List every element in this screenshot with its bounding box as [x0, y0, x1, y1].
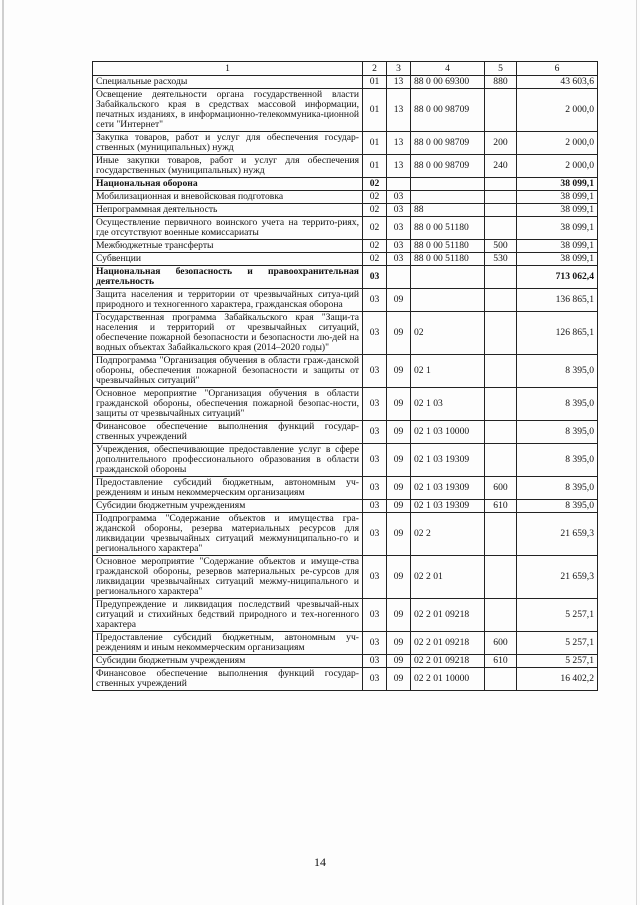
cell-target-article: 02 1 03 19309	[411, 477, 485, 500]
table-row	[93, 388, 598, 421]
cell-amount: 5 257,1	[517, 632, 598, 655]
cell-target-article: 88 0 00 51180	[411, 217, 485, 240]
cell-target-article: 88 0 00 51180	[411, 240, 485, 253]
cell-expense-type: 610	[485, 655, 517, 668]
cell-name: Учреждения, обеспечивающие предоставление услуг в сфере дополнительного профессионального образования в области гражданской обороны	[93, 444, 363, 477]
cell-target-article: 02 2 01 10000	[411, 668, 485, 691]
table-row	[93, 89, 598, 132]
cell-section: 01	[363, 132, 387, 155]
cell-section: 03	[363, 388, 387, 421]
cell-target-article: 88 0 00 69300	[411, 76, 485, 89]
header-cell-target-article: 4	[411, 62, 485, 76]
table-row	[93, 444, 598, 477]
cell-target-article: 02 2 01 09218	[411, 632, 485, 655]
cell-expense-type: 610	[485, 500, 517, 513]
cell-subsection: 13	[387, 76, 411, 89]
cell-subsection	[387, 178, 411, 191]
cell-subsection: 09	[387, 444, 411, 477]
cell-amount: 2 000,0	[517, 155, 598, 178]
cell-section: 02	[363, 191, 387, 204]
cell-amount: 713 062,4	[517, 266, 598, 289]
cell-section: 01	[363, 76, 387, 89]
table-row	[93, 421, 598, 444]
cell-subsection: 09	[387, 312, 411, 355]
cell-name: Субвенции	[93, 253, 363, 266]
cell-section: 02	[363, 217, 387, 240]
table-row	[93, 477, 598, 500]
cell-expense-type	[485, 289, 517, 312]
cell-amount: 5 257,1	[517, 655, 598, 668]
cell-name: Основное мероприятие "Организация обучения в области гражданской обороны, обеспечения пожарной безопас-ности, защиты от чрезвычайных ситуаций"	[93, 388, 363, 421]
cell-amount: 16 402,2	[517, 668, 598, 691]
cell-name: Мобилизационная и вневойсковая подготовка	[93, 191, 363, 204]
cell-name: Субсидии бюджетным учреждениям	[93, 500, 363, 513]
cell-subsection: 09	[387, 477, 411, 500]
table-row	[93, 155, 598, 178]
cell-name: Специальные расходы	[93, 76, 363, 89]
cell-amount: 8 395,0	[517, 500, 598, 513]
cell-section: 01	[363, 155, 387, 178]
table-row	[93, 599, 598, 632]
cell-target-article	[411, 191, 485, 204]
cell-target-article: 02 1 03	[411, 388, 485, 421]
cell-target-article: 88	[411, 204, 485, 217]
cell-name: Закупка товаров, работ и услуг для обеспечения государ-ственных (муниципальных) нужд	[93, 132, 363, 155]
cell-section: 02	[363, 178, 387, 191]
header-cell-expense-type: 5	[485, 62, 517, 76]
page-number: 14	[314, 855, 326, 869]
cell-subsection: 03	[387, 253, 411, 266]
table-row	[93, 191, 598, 204]
cell-name: Подпрограмма "Содержание объектов и имущества гра-жданской обороны, резерва материальных ресурсов для ликвидации чрезвычайных ситуаций межмуниципально-го и регионального характера"	[93, 513, 363, 556]
cell-section: 03	[363, 668, 387, 691]
cell-expense-type: 600	[485, 477, 517, 500]
budget-table-body	[93, 62, 598, 691]
cell-amount: 21 659,3	[517, 556, 598, 599]
table-row	[93, 217, 598, 240]
cell-section: 01	[363, 89, 387, 132]
table-row	[93, 632, 598, 655]
cell-amount: 8 395,0	[517, 388, 598, 421]
cell-target-article: 02 2 01 09218	[411, 655, 485, 668]
cell-name: Субсидии бюджетным учреждениям	[93, 655, 363, 668]
cell-name: Финансовое обеспечение выполнения функций государ-ственных учреждений	[93, 421, 363, 444]
cell-expense-type: 530	[485, 253, 517, 266]
scan-edge-right	[636, 0, 637, 905]
cell-name: Основное мероприятие "Содержание объектов и имуще-ства гражданской обороны, резервов материальных ре-сурсов для ликвидации чрезвычайных ситуаций межму-ниципального и регионального характера"	[93, 556, 363, 599]
cell-section: 03	[363, 513, 387, 556]
cell-subsection: 09	[387, 421, 411, 444]
cell-target-article	[411, 289, 485, 312]
cell-amount: 38 099,1	[517, 217, 598, 240]
header-cell-section: 2	[363, 62, 387, 76]
cell-amount: 8 395,0	[517, 355, 598, 388]
table-row	[93, 668, 598, 691]
cell-subsection: 09	[387, 355, 411, 388]
cell-expense-type: 200	[485, 132, 517, 155]
cell-subsection: 09	[387, 500, 411, 513]
cell-expense-type: 600	[485, 632, 517, 655]
cell-target-article: 02 1 03 19309	[411, 444, 485, 477]
table-row	[93, 76, 598, 89]
cell-subsection: 09	[387, 513, 411, 556]
cell-amount: 38 099,1	[517, 240, 598, 253]
cell-expense-type	[485, 266, 517, 289]
cell-target-article: 02 1 03 19309	[411, 500, 485, 513]
cell-target-article: 02 1 03 10000	[411, 421, 485, 444]
cell-subsection	[387, 266, 411, 289]
cell-section: 02	[363, 204, 387, 217]
table-row	[93, 655, 598, 668]
cell-expense-type	[485, 204, 517, 217]
budget-table	[92, 61, 598, 691]
cell-name: Иные закупки товаров, работ и услуг для обеспечения государственных (муниципальных) нужд	[93, 155, 363, 178]
cell-expense-type	[485, 513, 517, 556]
cell-name: Осуществление первичного воинского учета на террито-риях, где отсутствуют военные комиссариаты	[93, 217, 363, 240]
cell-expense-type	[485, 312, 517, 355]
cell-section: 03	[363, 632, 387, 655]
cell-name: Освещение деятельности органа государственной власти Забайкальского края в средствах массовой информации, печатных изданиях, в информационно-телекоммуника-ционной сети "Интернет"	[93, 89, 363, 132]
cell-section: 02	[363, 240, 387, 253]
cell-subsection: 09	[387, 599, 411, 632]
cell-amount: 43 603,6	[517, 76, 598, 89]
cell-subsection: 09	[387, 289, 411, 312]
cell-section: 03	[363, 500, 387, 513]
table-row	[93, 266, 598, 289]
cell-amount: 8 395,0	[517, 477, 598, 500]
cell-expense-type	[485, 444, 517, 477]
cell-target-article: 02 1	[411, 355, 485, 388]
cell-expense-type: 880	[485, 76, 517, 89]
cell-expense-type	[485, 217, 517, 240]
cell-amount: 21 659,3	[517, 513, 598, 556]
cell-section: 03	[363, 599, 387, 632]
cell-amount: 2 000,0	[517, 132, 598, 155]
cell-section: 03	[363, 556, 387, 599]
cell-section: 03	[363, 477, 387, 500]
cell-section: 03	[363, 289, 387, 312]
cell-target-article: 02 2 01 09218	[411, 599, 485, 632]
cell-name: Национальная безопасность и правоохранительная деятельность	[93, 266, 363, 289]
table-row	[93, 312, 598, 355]
table-header-row	[93, 62, 598, 76]
cell-expense-type	[485, 421, 517, 444]
cell-amount: 38 099,1	[517, 178, 598, 191]
scan-edge-left	[2, 0, 4, 905]
cell-expense-type: 240	[485, 155, 517, 178]
cell-subsection: 03	[387, 217, 411, 240]
cell-section: 03	[363, 355, 387, 388]
cell-amount: 38 099,1	[517, 253, 598, 266]
table-row	[93, 178, 598, 191]
cell-target-article	[411, 266, 485, 289]
table-row	[93, 500, 598, 513]
cell-amount: 8 395,0	[517, 421, 598, 444]
cell-section: 03	[363, 655, 387, 668]
cell-subsection: 09	[387, 632, 411, 655]
cell-name: Подпрограмма "Организация обучения в области граж-данской обороны, обеспечения пожарной безопасности и защиты от чрезвычайных ситуаций"	[93, 355, 363, 388]
cell-subsection: 09	[387, 668, 411, 691]
cell-name: Межбюджетные трансферты	[93, 240, 363, 253]
cell-subsection: 09	[387, 388, 411, 421]
cell-section: 02	[363, 253, 387, 266]
cell-section: 03	[363, 444, 387, 477]
cell-target-article: 02 2	[411, 513, 485, 556]
cell-subsection: 03	[387, 191, 411, 204]
cell-expense-type	[485, 599, 517, 632]
cell-target-article: 02	[411, 312, 485, 355]
cell-target-article: 88 0 00 98709	[411, 155, 485, 178]
table-row	[93, 253, 598, 266]
cell-expense-type	[485, 388, 517, 421]
header-cell-name: 1	[93, 62, 363, 76]
cell-target-article: 88 0 00 98709	[411, 89, 485, 132]
cell-target-article: 02 2 01	[411, 556, 485, 599]
cell-amount: 38 099,1	[517, 191, 598, 204]
cell-expense-type	[485, 556, 517, 599]
cell-subsection: 03	[387, 204, 411, 217]
cell-section: 03	[363, 421, 387, 444]
cell-target-article: 88 0 00 51180	[411, 253, 485, 266]
cell-expense-type	[485, 178, 517, 191]
cell-name: Предоставление субсидий бюджетным, автономным уч-реждениям и иным некоммерческим организациям	[93, 632, 363, 655]
header-cell-amount: 6	[517, 62, 598, 76]
cell-name: Непрограммная деятельность	[93, 204, 363, 217]
table-row	[93, 556, 598, 599]
cell-subsection: 03	[387, 240, 411, 253]
cell-expense-type	[485, 191, 517, 204]
cell-amount: 136 865,1	[517, 289, 598, 312]
cell-subsection: 13	[387, 155, 411, 178]
table-row	[93, 355, 598, 388]
cell-expense-type	[485, 89, 517, 132]
cell-name: Финансовое обеспечение выполнения функций государ-ственных учреждений	[93, 668, 363, 691]
cell-section: 03	[363, 266, 387, 289]
cell-subsection: 09	[387, 556, 411, 599]
header-cell-subsection: 3	[387, 62, 411, 76]
cell-section: 03	[363, 312, 387, 355]
table-row	[93, 132, 598, 155]
cell-amount: 126 865,1	[517, 312, 598, 355]
cell-name: Национальная оборона	[93, 178, 363, 191]
cell-amount: 2 000,0	[517, 89, 598, 132]
table-row	[93, 240, 598, 253]
cell-target-article: 88 0 00 98709	[411, 132, 485, 155]
cell-expense-type: 500	[485, 240, 517, 253]
table-row	[93, 289, 598, 312]
cell-name: Государственная программа Забайкальского края "Защи-та населения и территорий от чрезвычайных ситуаций, обеспечение пожарной безопасности и безопасности лю-дей на водных объектах Забайкальского края (2014–2020 годы)"	[93, 312, 363, 355]
cell-subsection: 13	[387, 132, 411, 155]
cell-name: Защита населения и территории от чрезвычайных ситуа-ций природного и техногенного характера, гражданская оборона	[93, 289, 363, 312]
table-row	[93, 204, 598, 217]
cell-subsection: 13	[387, 89, 411, 132]
cell-name: Предоставление субсидий бюджетным, автономным уч-реждениям и иным некоммерческим организациям	[93, 477, 363, 500]
cell-target-article	[411, 178, 485, 191]
cell-amount: 38 099,1	[517, 204, 598, 217]
cell-amount: 5 257,1	[517, 599, 598, 632]
cell-expense-type	[485, 668, 517, 691]
cell-subsection: 09	[387, 655, 411, 668]
cell-expense-type	[485, 355, 517, 388]
cell-amount: 8 395,0	[517, 444, 598, 477]
cell-name: Предупреждение и ликвидация последствий чрезвычай-ных ситуаций и стихийных бедствий природного и тех-ногенного характера	[93, 599, 363, 632]
table-row	[93, 513, 598, 556]
